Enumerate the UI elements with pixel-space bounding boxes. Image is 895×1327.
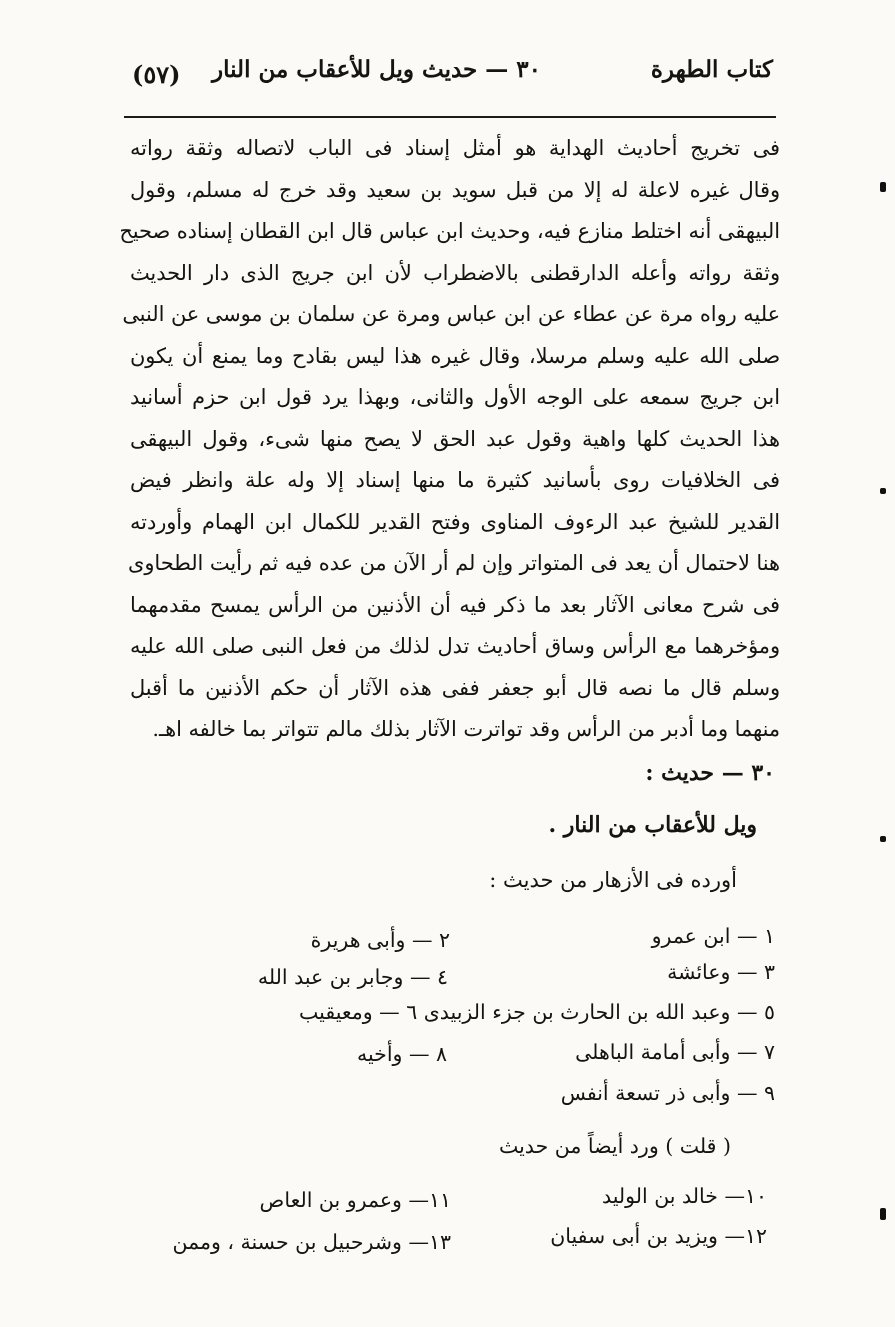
list-item: ٥ — وعبد الله بن الحارث بن جزء الزبيدى ٦ — ومعيقيب (299, 1000, 775, 1024)
body-line: هذا الحديث كلها واهية وقول عبد الحق لا يصح منها شىء، وقول البيهقى (130, 426, 780, 451)
margin-mark (880, 488, 886, 494)
list-item: ١٢— ويزيد بن أبى سفيان (550, 1224, 767, 1248)
body-line: ابن جريج سمعه على الوجه الأول والثانى، وبهذا يرد قول ابن حزم أسانيد (130, 385, 780, 409)
page-number: (٥٧) (132, 60, 181, 89)
body-line: وسلم قال ما نصه قال أبو جعفر ففى هذه الآثار أن حكم الأذنين ما أقبل (130, 675, 780, 700)
section-number-heading: ٣٠ — حديث : (645, 760, 775, 786)
hadith-title: ويل للأعقاب من النار . (548, 812, 757, 838)
body-line: منهما وما أدبر من الرأس وقد تواترت الآثار بذلك مالم تتواتر بما خالفه اهـ. (152, 717, 780, 741)
body-line: البيهقى أنه اختلط منازع فيه، وحديث ابن عباس قال ابن القطان إسناده صحيح (119, 219, 780, 243)
list-item: ٣ — وعائشة (667, 960, 775, 984)
narrators-intro: أورده فى الأزهار من حديث : (489, 868, 737, 892)
body-line: عليه رواه مرة عن عطاء عن ابن عباس ومرة عن سلمان بن موسى عن النبى (122, 302, 780, 326)
list-item: ٩ — وأبى ذر تسعة أنفس (560, 1081, 775, 1105)
body-line: وقال غيره لاعلة له إلا من قبل سويد بن سعيد وقد خرج له مسلم، وقول (130, 177, 780, 202)
body-line: فى تخريج أحاديث الهداية هو أمثل إسناد فى الباب لاتصاله وثقة رواته (130, 136, 780, 160)
list-item: ١١— وعمرو بن العاص (259, 1188, 451, 1212)
margin-mark (880, 182, 886, 192)
list-item: ٢ — وأبى هريرة (310, 928, 450, 952)
qalat-note: ( قلت ) ورد أيضاً من حديث (498, 1134, 731, 1158)
list-item: ١٣— وشرحبيل بن حسنة ، وممن (172, 1230, 451, 1254)
margin-mark (880, 836, 886, 842)
body-line: القدير للشيخ عبد الرءوف المناوى وفتح القدير للكمال ابن الهمام وأوردته (130, 509, 780, 534)
list-item: ٤ — وجابر بن عبد الله (257, 965, 448, 989)
chapter-title: ٣٠ — حديث ويل للأعقاب من النار (212, 56, 541, 83)
book-title: كتاب الطهرة (650, 56, 773, 83)
list-item: ١٠— خالد بن الوليد (601, 1184, 767, 1208)
list-item: ٧ — وأبى أمامة الباهلى (575, 1040, 775, 1064)
body-line: فى شرح معانى الآثار بعد ما ذكر فيه أن الأذنين من الرأس يمسح مقدمهما (130, 592, 780, 617)
list-item: ٨ — وأخيه (357, 1042, 447, 1066)
body-line: وثقة رواته وأعله الدارقطنى بالاضطراب لأن ابن جريج الذى دار الحديث (130, 260, 780, 285)
body-line: ومؤخرهما مع الرأس وساق أحاديث تدل لذلك من فعل النبى صلى الله عليه (130, 634, 780, 658)
list-item: ١ — ابن عمرو (651, 924, 775, 948)
margin-mark (880, 1208, 886, 1220)
body-line: هنا لاحتمال أن يعد فى المتواتر وإن لم أر الآن من عده فيه ثم رأيت الطحاوى (128, 551, 780, 575)
body-line: فى الخلافيات روى بأسانيد كثيرة ما منها إسناد إلا وله علة وانظر فيض (130, 468, 780, 492)
body-line: صلى الله عليه وسلم مرسلا، وقال غيره هذا ليس بقادح وما يمنع أن يكون (130, 343, 780, 368)
